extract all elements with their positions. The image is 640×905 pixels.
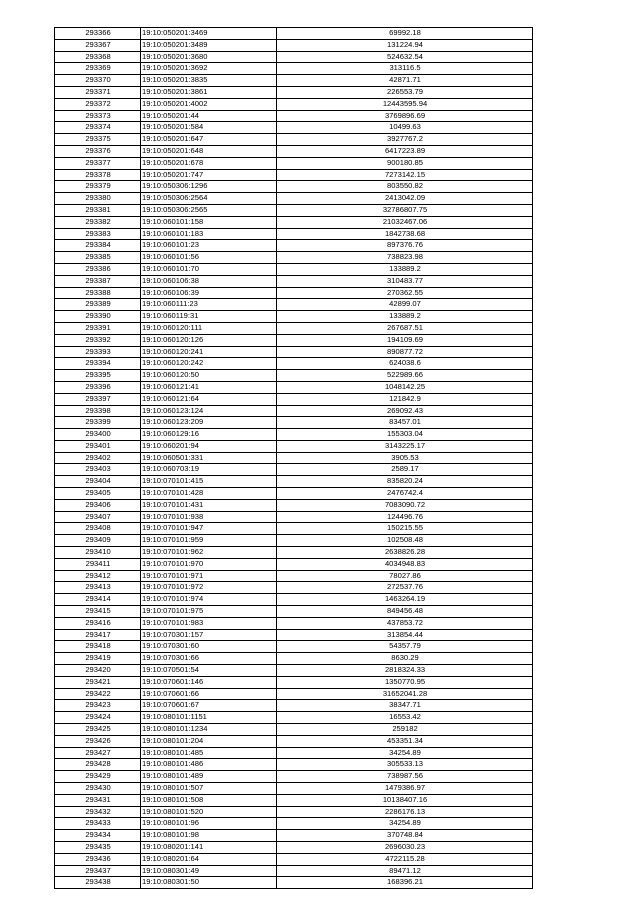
cadastral-number-cell: 19:10:080201:141 bbox=[141, 841, 277, 853]
row-id-cell: 293376 bbox=[55, 145, 141, 157]
cadastral-number-cell: 19:10:070601:67 bbox=[141, 700, 277, 712]
cadastral-value-cell: 524632.54 bbox=[277, 51, 533, 63]
table-row bbox=[55, 39, 533, 51]
table-row bbox=[55, 783, 533, 795]
cadastral-value-cell: 2413042.09 bbox=[277, 193, 533, 205]
row-id-cell: 293438 bbox=[55, 877, 141, 889]
table-row bbox=[55, 759, 533, 771]
cadastral-value-cell: 803550.82 bbox=[277, 181, 533, 193]
row-id-cell: 293382 bbox=[55, 216, 141, 228]
cadastral-number-cell: 19:10:070101:971 bbox=[141, 570, 277, 582]
table-row bbox=[55, 181, 533, 193]
cadastral-value-cell: 272537.76 bbox=[277, 582, 533, 594]
cadastral-value-cell: 42871.71 bbox=[277, 75, 533, 87]
row-id-cell: 293399 bbox=[55, 417, 141, 429]
cadastral-number-cell: 19:10:060120:241 bbox=[141, 346, 277, 358]
cadastral-number-cell: 19:10:050306:1296 bbox=[141, 181, 277, 193]
row-id-cell: 293366 bbox=[55, 28, 141, 40]
table-row bbox=[55, 841, 533, 853]
row-id-cell: 293383 bbox=[55, 228, 141, 240]
cadastral-number-cell: 19:10:060101:23 bbox=[141, 240, 277, 252]
cadastral-number-cell: 19:10:060101:183 bbox=[141, 228, 277, 240]
row-id-cell: 293403 bbox=[55, 464, 141, 476]
table-row bbox=[55, 771, 533, 783]
cadastral-value-cell: 31652041.28 bbox=[277, 688, 533, 700]
cadastral-value-cell: 102508.48 bbox=[277, 535, 533, 547]
row-id-cell: 293416 bbox=[55, 617, 141, 629]
cadastral-number-cell: 19:10:060119:31 bbox=[141, 311, 277, 323]
table-row bbox=[55, 157, 533, 169]
row-id-cell: 293433 bbox=[55, 818, 141, 830]
row-id-cell: 293427 bbox=[55, 747, 141, 759]
row-id-cell: 293424 bbox=[55, 712, 141, 724]
cadastral-number-cell: 19:10:050201:4002 bbox=[141, 98, 277, 110]
cadastral-value-cell: 121842.9 bbox=[277, 393, 533, 405]
table-row bbox=[55, 346, 533, 358]
cadastral-number-cell: 19:10:070301:157 bbox=[141, 629, 277, 641]
table-row bbox=[55, 28, 533, 40]
row-id-cell: 293370 bbox=[55, 75, 141, 87]
table-row bbox=[55, 110, 533, 122]
cadastral-value-cell: 3769896.69 bbox=[277, 110, 533, 122]
cadastral-value-cell: 305533.13 bbox=[277, 759, 533, 771]
row-id-cell: 293414 bbox=[55, 594, 141, 606]
table-row bbox=[55, 665, 533, 677]
row-id-cell: 293434 bbox=[55, 830, 141, 842]
cadastral-number-cell: 19:10:050201:648 bbox=[141, 145, 277, 157]
cadastral-number-cell: 19:10:060111:23 bbox=[141, 299, 277, 311]
cadastral-value-cell: 6417223.89 bbox=[277, 145, 533, 157]
table-row bbox=[55, 417, 533, 429]
table-row bbox=[55, 853, 533, 865]
cadastral-value-cell: 453351.34 bbox=[277, 735, 533, 747]
row-id-cell: 293385 bbox=[55, 252, 141, 264]
row-id-cell: 293426 bbox=[55, 735, 141, 747]
cadastral-number-cell: 19:10:050201:747 bbox=[141, 169, 277, 181]
cadastral-number-cell: 19:10:060106:38 bbox=[141, 275, 277, 287]
cadastral-value-cell: 124496.76 bbox=[277, 511, 533, 523]
row-id-cell: 293413 bbox=[55, 582, 141, 594]
cadastral-number-cell: 19:10:070101:428 bbox=[141, 488, 277, 500]
table-row bbox=[55, 653, 533, 665]
cadastral-value-cell: 16553.42 bbox=[277, 712, 533, 724]
row-id-cell: 293375 bbox=[55, 134, 141, 146]
cadastral-number-cell: 19:10:060121:41 bbox=[141, 381, 277, 393]
cadastral-value-cell: 900180.85 bbox=[277, 157, 533, 169]
cadastral-value-cell: 835820.24 bbox=[277, 476, 533, 488]
table-row bbox=[55, 747, 533, 759]
cadastral-value-cell: 2638826.28 bbox=[277, 547, 533, 559]
row-id-cell: 293429 bbox=[55, 771, 141, 783]
table-row bbox=[55, 724, 533, 736]
cadastral-number-cell: 19:10:050201:3861 bbox=[141, 86, 277, 98]
row-id-cell: 293380 bbox=[55, 193, 141, 205]
row-id-cell: 293386 bbox=[55, 263, 141, 275]
table-row bbox=[55, 476, 533, 488]
cadastral-value-cell: 69992.18 bbox=[277, 28, 533, 40]
row-id-cell: 293430 bbox=[55, 783, 141, 795]
row-id-cell: 293372 bbox=[55, 98, 141, 110]
table-row bbox=[55, 98, 533, 110]
cadastral-value-cell: 2589.17 bbox=[277, 464, 533, 476]
table-row bbox=[55, 228, 533, 240]
table-row bbox=[55, 204, 533, 216]
cadastral-value-cell: 738987.56 bbox=[277, 771, 533, 783]
cadastral-value-cell: 259182 bbox=[277, 724, 533, 736]
table-row bbox=[55, 629, 533, 641]
cadastral-number-cell: 19:10:060120:50 bbox=[141, 370, 277, 382]
row-id-cell: 293406 bbox=[55, 499, 141, 511]
cadastral-value-cell: 370748.84 bbox=[277, 830, 533, 842]
table-row bbox=[55, 51, 533, 63]
cadastral-number-cell: 19:10:070101:947 bbox=[141, 523, 277, 535]
cadastral-value-cell: 1463264.19 bbox=[277, 594, 533, 606]
row-id-cell: 293379 bbox=[55, 181, 141, 193]
cadastral-value-cell: 2286176.13 bbox=[277, 806, 533, 818]
cadastral-number-cell: 19:10:080101:489 bbox=[141, 771, 277, 783]
cadastral-value-cell: 34254.89 bbox=[277, 747, 533, 759]
table-row bbox=[55, 499, 533, 511]
table-row bbox=[55, 617, 533, 629]
cadastral-number-cell: 19:10:070101:975 bbox=[141, 606, 277, 618]
row-id-cell: 293411 bbox=[55, 558, 141, 570]
cadastral-value-cell: 226553.79 bbox=[277, 86, 533, 98]
cadastral-value-cell: 1048142.25 bbox=[277, 381, 533, 393]
cadastral-value-cell: 34254.89 bbox=[277, 818, 533, 830]
cadastral-value-cell: 2696030.23 bbox=[277, 841, 533, 853]
row-id-cell: 293407 bbox=[55, 511, 141, 523]
cadastral-number-cell: 19:10:080101:204 bbox=[141, 735, 277, 747]
cadastral-value-cell: 437853.72 bbox=[277, 617, 533, 629]
cadastral-value-cell: 2476742.4 bbox=[277, 488, 533, 500]
row-id-cell: 293428 bbox=[55, 759, 141, 771]
table-row bbox=[55, 252, 533, 264]
table-body bbox=[55, 28, 533, 889]
table-row bbox=[55, 570, 533, 582]
cadastral-number-cell: 19:10:070101:415 bbox=[141, 476, 277, 488]
table-row bbox=[55, 452, 533, 464]
cadastral-value-cell: 3927767.2 bbox=[277, 134, 533, 146]
cadastral-value-cell: 10138407.16 bbox=[277, 794, 533, 806]
cadastral-number-cell: 19:10:060120:242 bbox=[141, 358, 277, 370]
cadastral-number-cell: 19:10:050306:2564 bbox=[141, 193, 277, 205]
cadastral-number-cell: 19:10:080101:98 bbox=[141, 830, 277, 842]
cadastral-number-cell: 19:10:060120:111 bbox=[141, 322, 277, 334]
row-id-cell: 293418 bbox=[55, 641, 141, 653]
row-id-cell: 293422 bbox=[55, 688, 141, 700]
cadastral-value-cell: 269092.43 bbox=[277, 405, 533, 417]
table-row bbox=[55, 735, 533, 747]
cadastral-value-cell: 83457.01 bbox=[277, 417, 533, 429]
cadastral-value-cell: 8630.29 bbox=[277, 653, 533, 665]
cadastral-number-cell: 19:10:070101:972 bbox=[141, 582, 277, 594]
table-row bbox=[55, 311, 533, 323]
table-row bbox=[55, 547, 533, 559]
cadastral-value-cell: 624038.6 bbox=[277, 358, 533, 370]
cadastral-number-cell: 19:10:060101:70 bbox=[141, 263, 277, 275]
row-id-cell: 293421 bbox=[55, 676, 141, 688]
cadastral-number-cell: 19:10:050201:3680 bbox=[141, 51, 277, 63]
table-row bbox=[55, 240, 533, 252]
cadastral-number-cell: 19:10:070101:974 bbox=[141, 594, 277, 606]
table-row bbox=[55, 405, 533, 417]
table-row bbox=[55, 535, 533, 547]
table-row bbox=[55, 582, 533, 594]
table-row bbox=[55, 358, 533, 370]
table-row bbox=[55, 818, 533, 830]
cadastral-value-cell: 150215.55 bbox=[277, 523, 533, 535]
row-id-cell: 293374 bbox=[55, 122, 141, 134]
table-row bbox=[55, 794, 533, 806]
table-row bbox=[55, 299, 533, 311]
cadastral-number-cell: 19:10:060101:56 bbox=[141, 252, 277, 264]
cadastral-value-cell: 38347.71 bbox=[277, 700, 533, 712]
cadastral-value-cell: 168396.21 bbox=[277, 877, 533, 889]
row-id-cell: 293401 bbox=[55, 440, 141, 452]
cadastral-value-cell: 270362.55 bbox=[277, 287, 533, 299]
cadastral-number-cell: 19:10:050201:678 bbox=[141, 157, 277, 169]
table-row bbox=[55, 275, 533, 287]
row-id-cell: 293390 bbox=[55, 311, 141, 323]
cadastral-value-cell: 738823.98 bbox=[277, 252, 533, 264]
cadastral-value-cell: 131224.94 bbox=[277, 39, 533, 51]
table-row bbox=[55, 145, 533, 157]
table-row bbox=[55, 830, 533, 842]
row-id-cell: 293398 bbox=[55, 405, 141, 417]
row-id-cell: 293405 bbox=[55, 488, 141, 500]
table-row bbox=[55, 464, 533, 476]
table-row bbox=[55, 712, 533, 724]
row-id-cell: 293378 bbox=[55, 169, 141, 181]
row-id-cell: 293384 bbox=[55, 240, 141, 252]
cadastral-number-cell: 19:10:080301:49 bbox=[141, 865, 277, 877]
table-row bbox=[55, 806, 533, 818]
table-row bbox=[55, 594, 533, 606]
table-row bbox=[55, 216, 533, 228]
cadastral-number-cell: 19:10:070101:970 bbox=[141, 558, 277, 570]
row-id-cell: 293395 bbox=[55, 370, 141, 382]
cadastral-number-cell: 19:10:050201:584 bbox=[141, 122, 277, 134]
cadastral-number-cell: 19:10:050201:3835 bbox=[141, 75, 277, 87]
row-id-cell: 293419 bbox=[55, 653, 141, 665]
row-id-cell: 293368 bbox=[55, 51, 141, 63]
cadastral-number-cell: 19:10:080101:520 bbox=[141, 806, 277, 818]
cadastral-number-cell: 19:10:080101:486 bbox=[141, 759, 277, 771]
table-row bbox=[55, 381, 533, 393]
row-id-cell: 293400 bbox=[55, 429, 141, 441]
cadastral-value-cell: 32786807.75 bbox=[277, 204, 533, 216]
cadastral-value-cell: 54357.79 bbox=[277, 641, 533, 653]
cadastral-number-cell: 19:10:050201:647 bbox=[141, 134, 277, 146]
row-id-cell: 293417 bbox=[55, 629, 141, 641]
cadastral-number-cell: 19:10:080201:64 bbox=[141, 853, 277, 865]
cadastral-value-cell: 133889.2 bbox=[277, 311, 533, 323]
row-id-cell: 293397 bbox=[55, 393, 141, 405]
row-id-cell: 293389 bbox=[55, 299, 141, 311]
cadastral-number-cell: 19:10:060703:19 bbox=[141, 464, 277, 476]
row-id-cell: 293402 bbox=[55, 452, 141, 464]
cadastral-number-cell: 19:10:060120:126 bbox=[141, 334, 277, 346]
cadastral-value-cell: 849456.48 bbox=[277, 606, 533, 618]
row-id-cell: 293408 bbox=[55, 523, 141, 535]
row-id-cell: 293425 bbox=[55, 724, 141, 736]
row-id-cell: 293369 bbox=[55, 63, 141, 75]
row-id-cell: 293393 bbox=[55, 346, 141, 358]
table-row bbox=[55, 393, 533, 405]
table-row bbox=[55, 63, 533, 75]
cadastral-number-cell: 19:10:060123:124 bbox=[141, 405, 277, 417]
table-row bbox=[55, 263, 533, 275]
row-id-cell: 293371 bbox=[55, 86, 141, 98]
row-id-cell: 293394 bbox=[55, 358, 141, 370]
cadastral-number-cell: 19:10:060501:331 bbox=[141, 452, 277, 464]
row-id-cell: 293420 bbox=[55, 665, 141, 677]
row-id-cell: 293388 bbox=[55, 287, 141, 299]
cadastral-value-cell: 7083090.72 bbox=[277, 499, 533, 511]
row-id-cell: 293373 bbox=[55, 110, 141, 122]
cadastral-number-cell: 19:10:050306:2565 bbox=[141, 204, 277, 216]
cadastral-value-table bbox=[54, 27, 533, 889]
table-row bbox=[55, 700, 533, 712]
cadastral-value-cell: 155303.04 bbox=[277, 429, 533, 441]
row-id-cell: 293404 bbox=[55, 476, 141, 488]
table-row bbox=[55, 440, 533, 452]
row-id-cell: 293391 bbox=[55, 322, 141, 334]
cadastral-number-cell: 19:10:070501:54 bbox=[141, 665, 277, 677]
cadastral-number-cell: 19:10:070101:962 bbox=[141, 547, 277, 559]
cadastral-value-cell: 313116.5 bbox=[277, 63, 533, 75]
cadastral-value-cell: 10499.63 bbox=[277, 122, 533, 134]
table-row bbox=[55, 122, 533, 134]
cadastral-value-cell: 78027.86 bbox=[277, 570, 533, 582]
cadastral-number-cell: 19:10:050201:3469 bbox=[141, 28, 277, 40]
table-row bbox=[55, 86, 533, 98]
cadastral-value-cell: 4722115.28 bbox=[277, 853, 533, 865]
table-row bbox=[55, 877, 533, 889]
cadastral-number-cell: 19:10:050201:44 bbox=[141, 110, 277, 122]
table-row bbox=[55, 169, 533, 181]
cadastral-number-cell: 19:10:080101:96 bbox=[141, 818, 277, 830]
row-id-cell: 293381 bbox=[55, 204, 141, 216]
table-row bbox=[55, 676, 533, 688]
table-row bbox=[55, 134, 533, 146]
row-id-cell: 293392 bbox=[55, 334, 141, 346]
cadastral-number-cell: 19:10:080101:1151 bbox=[141, 712, 277, 724]
table-row bbox=[55, 334, 533, 346]
cadastral-value-cell: 890877.72 bbox=[277, 346, 533, 358]
cadastral-value-cell: 7273142.15 bbox=[277, 169, 533, 181]
cadastral-value-cell: 133889.2 bbox=[277, 263, 533, 275]
table-row bbox=[55, 511, 533, 523]
table-row bbox=[55, 287, 533, 299]
cadastral-value-cell: 21032467.06 bbox=[277, 216, 533, 228]
table-row bbox=[55, 75, 533, 87]
row-id-cell: 293412 bbox=[55, 570, 141, 582]
cadastral-number-cell: 19:10:060101:158 bbox=[141, 216, 277, 228]
table-row bbox=[55, 641, 533, 653]
table-row bbox=[55, 865, 533, 877]
row-id-cell: 293377 bbox=[55, 157, 141, 169]
row-id-cell: 293432 bbox=[55, 806, 141, 818]
cadastral-number-cell: 19:10:060201:94 bbox=[141, 440, 277, 452]
row-id-cell: 293410 bbox=[55, 547, 141, 559]
cadastral-number-cell: 19:10:070301:60 bbox=[141, 641, 277, 653]
cadastral-number-cell: 19:10:080301:50 bbox=[141, 877, 277, 889]
cadastral-number-cell: 19:10:070101:959 bbox=[141, 535, 277, 547]
cadastral-number-cell: 19:10:060121:64 bbox=[141, 393, 277, 405]
cadastral-value-cell: 313854.44 bbox=[277, 629, 533, 641]
cadastral-number-cell: 19:10:080101:1234 bbox=[141, 724, 277, 736]
cadastral-number-cell: 19:10:060106:39 bbox=[141, 287, 277, 299]
cadastral-number-cell: 19:10:070601:146 bbox=[141, 676, 277, 688]
cadastral-number-cell: 19:10:080101:485 bbox=[141, 747, 277, 759]
cadastral-number-cell: 19:10:050201:3692 bbox=[141, 63, 277, 75]
row-id-cell: 293409 bbox=[55, 535, 141, 547]
table-row bbox=[55, 370, 533, 382]
cadastral-value-cell: 194109.69 bbox=[277, 334, 533, 346]
cadastral-value-cell: 89471.12 bbox=[277, 865, 533, 877]
row-id-cell: 293387 bbox=[55, 275, 141, 287]
table-row bbox=[55, 558, 533, 570]
cadastral-number-cell: 19:10:070301:66 bbox=[141, 653, 277, 665]
row-id-cell: 293415 bbox=[55, 606, 141, 618]
cadastral-value-cell: 1479386.97 bbox=[277, 783, 533, 795]
cadastral-number-cell: 19:10:070101:983 bbox=[141, 617, 277, 629]
cadastral-number-cell: 19:10:070101:431 bbox=[141, 499, 277, 511]
cadastral-value-cell: 1842738.68 bbox=[277, 228, 533, 240]
row-id-cell: 293437 bbox=[55, 865, 141, 877]
cadastral-value-cell: 310483.77 bbox=[277, 275, 533, 287]
row-id-cell: 293436 bbox=[55, 853, 141, 865]
row-id-cell: 293431 bbox=[55, 794, 141, 806]
table-row bbox=[55, 322, 533, 334]
cadastral-value-cell: 522989.66 bbox=[277, 370, 533, 382]
row-id-cell: 293396 bbox=[55, 381, 141, 393]
cadastral-number-cell: 19:10:060123:209 bbox=[141, 417, 277, 429]
table-row bbox=[55, 429, 533, 441]
cadastral-value-cell: 2818324.33 bbox=[277, 665, 533, 677]
cadastral-value-cell: 897376.76 bbox=[277, 240, 533, 252]
table-row bbox=[55, 606, 533, 618]
cadastral-value-cell: 4034948.83 bbox=[277, 558, 533, 570]
row-id-cell: 293367 bbox=[55, 39, 141, 51]
cadastral-number-cell: 19:10:050201:3489 bbox=[141, 39, 277, 51]
cadastral-value-cell: 3143225.17 bbox=[277, 440, 533, 452]
cadastral-value-cell: 267687.51 bbox=[277, 322, 533, 334]
row-id-cell: 293423 bbox=[55, 700, 141, 712]
cadastral-number-cell: 19:10:070601:66 bbox=[141, 688, 277, 700]
table-row bbox=[55, 488, 533, 500]
row-id-cell: 293435 bbox=[55, 841, 141, 853]
cadastral-number-cell: 19:10:080101:507 bbox=[141, 783, 277, 795]
cadastral-value-cell: 12443595.94 bbox=[277, 98, 533, 110]
cadastral-value-cell: 3905.53 bbox=[277, 452, 533, 464]
cadastral-number-cell: 19:10:080101:508 bbox=[141, 794, 277, 806]
table-row bbox=[55, 523, 533, 535]
table-row bbox=[55, 688, 533, 700]
cadastral-number-cell: 19:10:060129:16 bbox=[141, 429, 277, 441]
cadastral-value-cell: 1350770.95 bbox=[277, 676, 533, 688]
cadastral-value-cell: 42899.07 bbox=[277, 299, 533, 311]
cadastral-number-cell: 19:10:070101:938 bbox=[141, 511, 277, 523]
table-row bbox=[55, 193, 533, 205]
